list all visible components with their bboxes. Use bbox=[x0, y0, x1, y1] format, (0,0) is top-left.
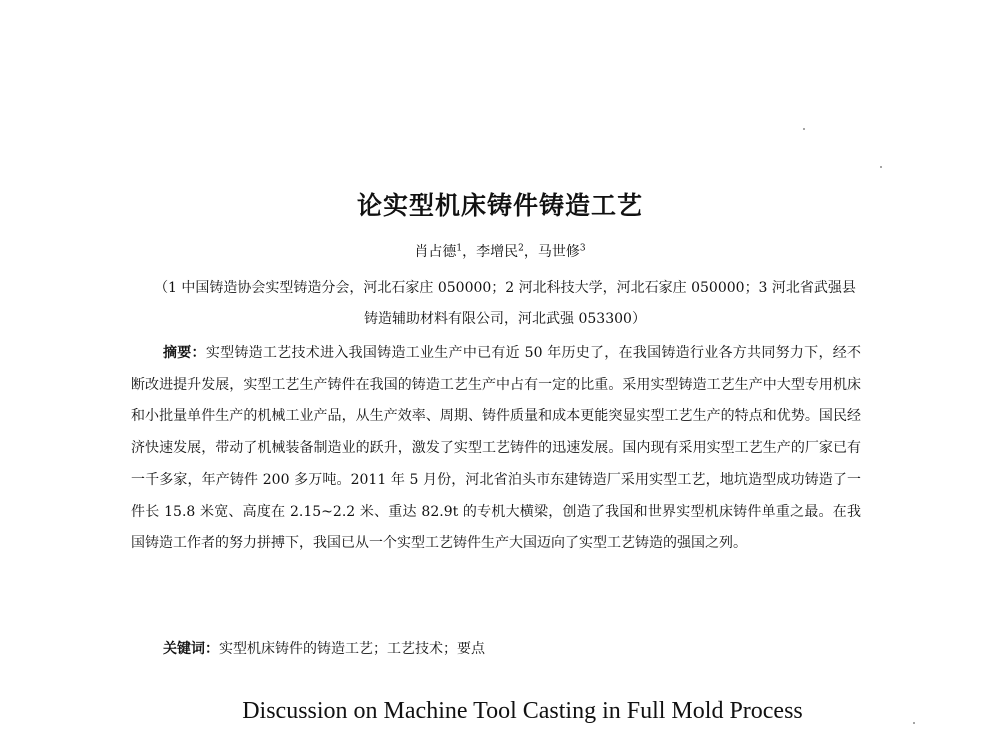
abstract-text: 实型铸造工艺技术进入我国铸造工业生产中已有近 50 年历史了，在我国铸造行业各方共同努力下，经不断改进提升发展，实型工艺生产铸件在我国的铸造工艺生产中占有一定的比重。采用实型铸造工艺生产中大型专用机床和小批量单件生产的机械工业产品，从生产效率、周期、铸件质量和成本更能突显实型工艺生产的特点和优势。国民经济快速发展，带动了机械装备制造业的跃升，激发了实型工艺铸件的迅速发展。国内现有采用实型工艺生产的厂家已有一千多家，年产铸件 200 多万吨。2011 年 5 月份，河北省泊头市东建铸造厂采用实型工艺，地坑造型成功铸造了一件长 15.8 米宽、高度在 2.15~2.2 米、重达 82.9t 的专机大横梁，创造了我国和世界实型机床铸件单重之最。在我国铸造工作者的努力拼搏下，我国已从一个实型工艺铸件生产大国迈向了实型工艺铸造的强国之列。 bbox=[131, 345, 862, 552]
author-affiliation-number: 2 bbox=[518, 243, 524, 254]
author-separator: ， bbox=[462, 244, 477, 260]
author-name: 马世修 bbox=[537, 244, 580, 260]
author-affiliation-number: 3 bbox=[579, 243, 586, 254]
keywords-text: 实型机床铸件的铸造工艺；工艺技术；要点 bbox=[219, 641, 485, 657]
abstract-label: 摘要： bbox=[163, 345, 206, 361]
author-line bbox=[0, 241, 1000, 261]
keywords bbox=[163, 638, 485, 658]
affiliations: （1 中国铸造协会实型铸造分会，河北石家庄 050000；2 河北科技大学，河北石家庄 050000；3 河北省武强县铸造辅助材料有限公司，河北武强 053300） bbox=[154, 280, 856, 327]
author-name: 肖占德 bbox=[414, 244, 457, 260]
abstract bbox=[131, 338, 861, 560]
author-affiliation-number: 1 bbox=[456, 243, 463, 254]
keywords-label: 关键词： bbox=[163, 641, 219, 657]
scan-speck bbox=[913, 722, 915, 724]
english-title: Discussion on Machine Tool Casting in Full Mold Process bbox=[242, 698, 803, 724]
author-separator: ， bbox=[523, 244, 538, 260]
scan-speck bbox=[803, 128, 805, 130]
paper-title: 论实型机床铸件铸造工艺 bbox=[356, 191, 643, 220]
author-name: 李增民 bbox=[476, 244, 519, 260]
scan-speck bbox=[880, 166, 882, 168]
